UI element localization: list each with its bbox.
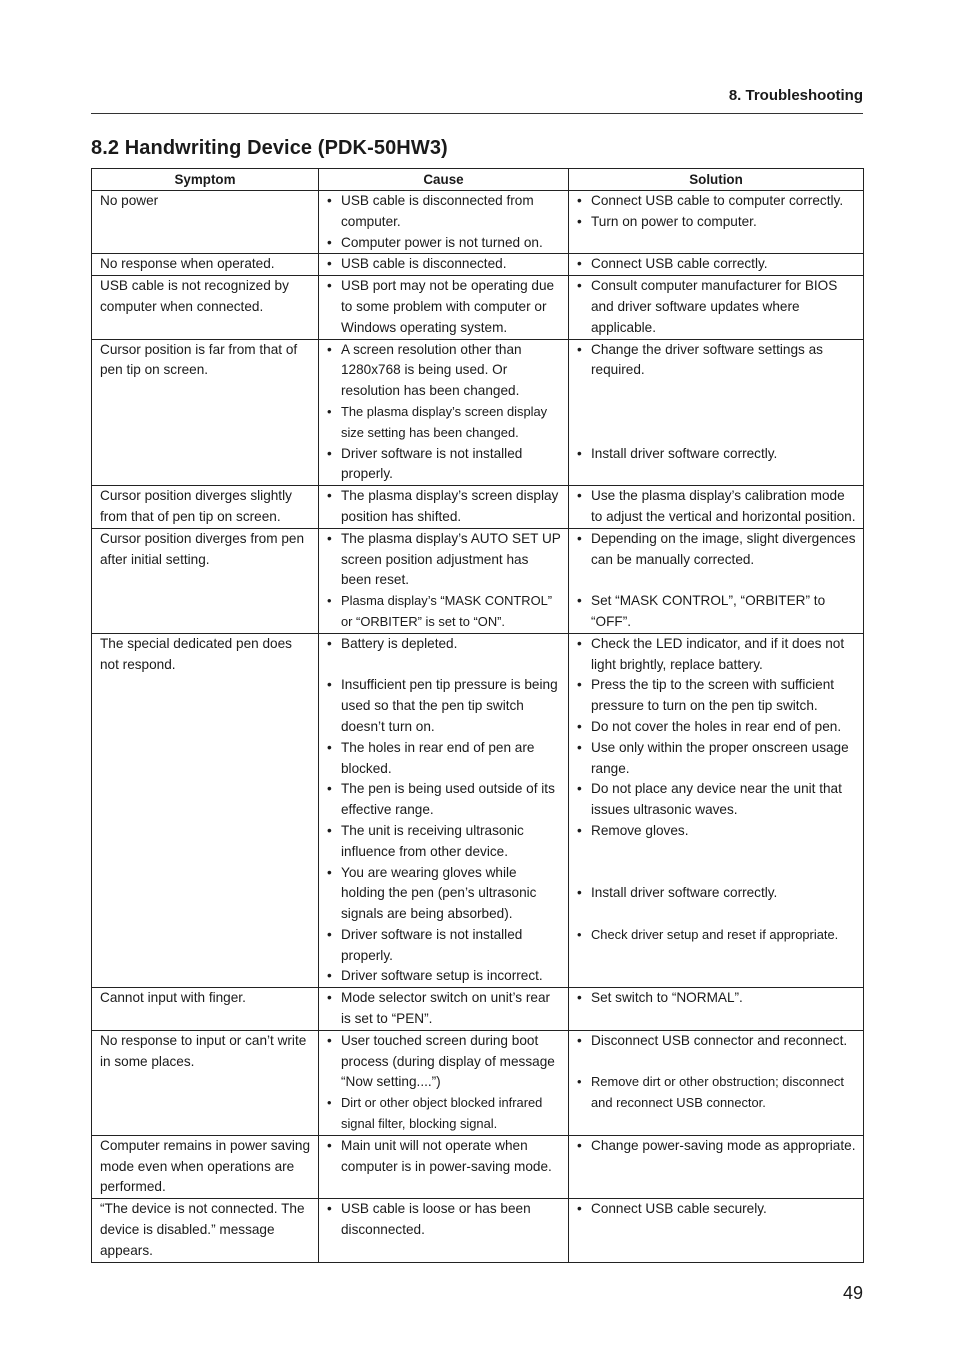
cause-item: • The holes in rear end of pen are blocked. [327,738,562,780]
cause-cell [319,633,569,988]
cause-item: • The plasma display’s AUTO SET UP screen position adjustment has been reset. [327,529,562,591]
cause-item: • Plasma display’s “MASK CONTROL” or “ORBITER” is set to “ON”. [327,591,562,633]
header-symptom: Symptom [92,169,319,191]
solution-cell [569,276,864,339]
solution-item: • Remove dirt or other obstruction; disconnect and reconnect USB connector. [577,1072,857,1114]
cause-item: • User touched screen during boot process (during display of message “Now setting....”) [327,1031,562,1093]
solution-item: • Depending on the image, slight divergences can be manually corrected. [577,529,857,571]
cause-cell [319,191,569,254]
solution-cell [569,254,864,276]
cause-item: • USB cable is loose or has been disconnected. [327,1199,562,1241]
solution-spacer [577,863,857,884]
cause-spacer [327,655,562,676]
solution-item: • Use only within the proper onscreen usage range. [577,738,857,780]
solution-cell [569,1199,864,1262]
cause-item: • Battery is depleted. [327,634,562,655]
solution-item: • Use the plasma display’s calibration mode to adjust the vertical and horizontal position. [577,486,857,528]
solution-item: • Set switch to “NORMAL”. [577,988,857,1009]
symptom-cell: “The device is not connected. The device is disabled.” message appears. [92,1199,319,1262]
symptom-cell: Cursor position is far from that of pen tip on screen. [92,339,319,486]
symptom-cell: No response when operated. [92,254,319,276]
solution-cell [569,528,864,633]
solution-item: • Connect USB cable to computer correctly. [577,191,857,212]
cause-item: • A screen resolution other than 1280x768 is being used. Or resolution has been changed. [327,340,562,402]
solution-cell [569,339,864,486]
cause-cell [319,1030,569,1135]
cause-cell [319,254,569,276]
solution-item: • Disconnect USB connector and reconnect. [577,1031,857,1052]
cause-item: • Insufficient pen tip pressure is being used so that the pen tip switch doesn’t turn on. [327,675,562,737]
header-rule [91,113,863,114]
cause-item: • The unit is receiving ultrasonic influence from other device. [327,821,562,863]
table-row [92,339,864,486]
cause-item: • Driver software setup is incorrect. [327,966,562,987]
solution-spacer [577,1052,857,1073]
cause-cell [319,339,569,486]
table-row [92,528,864,633]
solution-cell [569,633,864,988]
solution-item: • Connect USB cable securely. [577,1199,857,1220]
solution-item: • Turn on power to computer. [577,212,857,233]
solution-cell [569,191,864,254]
cause-item: • The pen is being used outside of its effective range. [327,779,562,821]
solution-item: • Install driver software correctly. [577,444,857,465]
solution-spacer [577,842,857,863]
cause-item: • Dirt or other object blocked infrared signal filter, blocking signal. [327,1093,562,1135]
cause-item: • Mode selector switch on unit’s rear is set to “PEN”. [327,988,562,1030]
solution-spacer [577,381,857,402]
solution-item: • Do not place any device near the unit that issues ultrasonic waves. [577,779,857,821]
solution-cell [569,1135,864,1198]
cause-cell [319,988,569,1031]
cause-cell [319,1135,569,1198]
cause-cell [319,486,569,529]
cause-item: • USB port may not be operating due to some problem with computer or Windows operating system. [327,276,562,338]
section-title: 8.2 Handwriting Device (PDK-50HW3) [91,137,448,159]
symptom-cell: Cannot input with finger. [92,988,319,1031]
symptom-cell: Computer remains in power saving mode even when operations are performed. [92,1135,319,1198]
cause-cell [319,276,569,339]
table-row [92,254,864,276]
cause-item: • Main unit will not operate when computer is in power-saving mode. [327,1136,562,1178]
solution-spacer [577,423,857,444]
solution-spacer [577,570,857,591]
cause-item: • Driver software is not installed properly. [327,925,562,967]
symptom-cell: Cursor position diverges slightly from that of pen tip on screen. [92,486,319,529]
cause-item: • You are wearing gloves while holding the pen (pen’s ultrasonic signals are being absorbed). [327,863,562,925]
symptom-cell: The special dedicated pen does not respond. [92,633,319,988]
running-head: 8. Troubleshooting [728,87,863,104]
table-row [92,486,864,529]
cause-item: • The plasma display’s screen display size setting has been changed. [327,402,562,444]
symptom-cell: USB cable is not recognized by computer when connected. [92,276,319,339]
header-cause: Cause [319,169,569,191]
troubleshooting-table [91,168,864,1263]
solution-cell [569,486,864,529]
cause-item: • The plasma display’s screen display position has shifted. [327,486,562,528]
table-row [92,988,864,1031]
solution-spacer [577,402,857,423]
cause-item: • USB cable is disconnected from computer. [327,191,562,233]
solution-item: • Set “MASK CONTROL”, “ORBITER” to “OFF”. [577,591,857,633]
table-header-row [92,169,864,191]
solution-spacer [577,904,857,925]
cause-cell [319,1199,569,1262]
solution-item: • Connect USB cable correctly. [577,254,857,275]
solution-item: • Remove gloves. [577,821,857,842]
solution-item: • Change the driver software settings as required. [577,340,857,382]
table-row [92,633,864,988]
solution-item: • Do not cover the holes in rear end of pen. [577,717,857,738]
table-row [92,191,864,254]
cause-item: • Computer power is not turned on. [327,233,562,254]
table-row [92,1199,864,1262]
cause-cell [319,528,569,633]
solution-cell [569,988,864,1031]
solution-cell [569,1030,864,1135]
symptom-cell: No power [92,191,319,254]
symptom-cell: Cursor position diverges from pen after initial setting. [92,528,319,633]
symptom-cell: No response to input or can’t write in some places. [92,1030,319,1135]
table-row [92,1135,864,1198]
page-number: 49 [842,1283,863,1303]
cause-item: • Driver software is not installed properly. [327,444,562,486]
solution-item: • Check driver setup and reset if appropriate. [577,925,857,946]
solution-item: • Check the LED indicator, and if it does not light brightly, replace battery. [577,634,857,676]
header-solution: Solution [569,169,864,191]
cause-item: • USB cable is disconnected. [327,254,562,275]
table-row [92,276,864,339]
solution-item: • Install driver software correctly. [577,883,857,904]
table-row [92,1030,864,1135]
solution-item: • Consult computer manufacturer for BIOS and driver software updates where applicable. [577,276,857,338]
solution-item: • Press the tip to the screen with sufficient pressure to turn on the pen tip switch. [577,675,857,717]
solution-item: • Change power-saving mode as appropriate. [577,1136,857,1157]
